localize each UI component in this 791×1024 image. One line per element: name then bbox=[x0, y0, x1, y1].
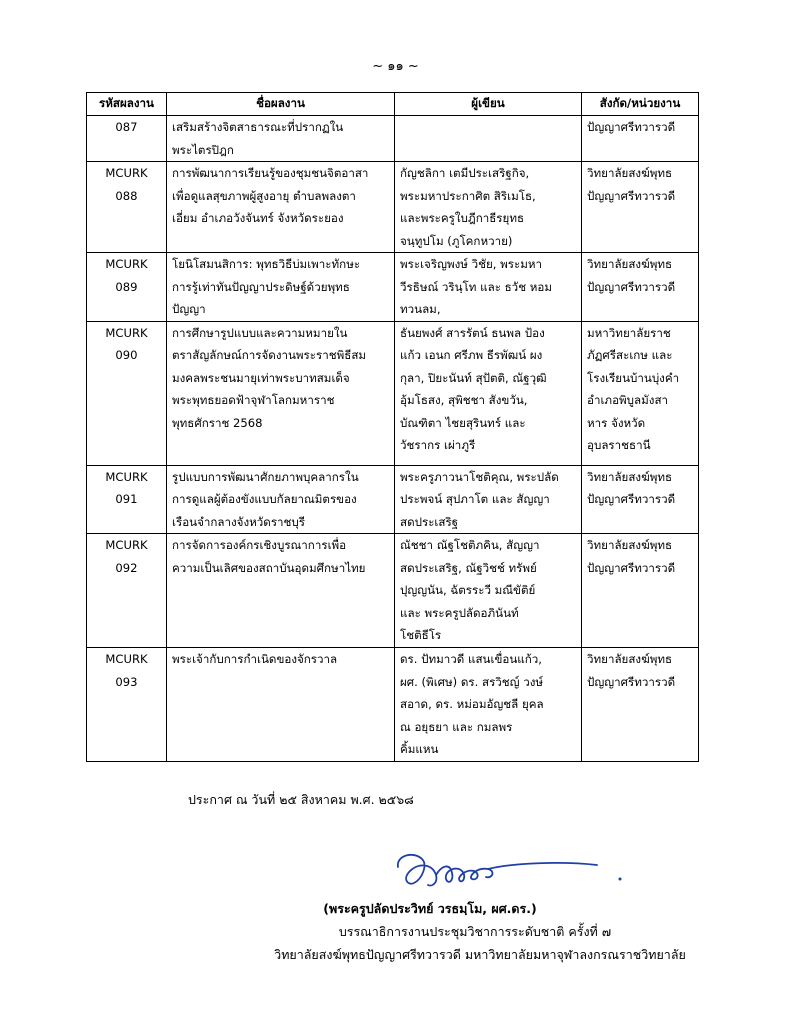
work-affiliation-cell bbox=[582, 648, 699, 762]
cell-line: พระเจ้ากับการกำเนิดของจักรวาล bbox=[172, 652, 338, 666]
cell-line: ทวนลม, bbox=[400, 302, 441, 316]
cell-line: แก้ว เอนก ศรีภพ ธีรพัฒน์ ผง bbox=[400, 348, 543, 362]
cell-line: เพื่อดูแลสุขภาพผู้สูงอายุ ตำบลพลงตา bbox=[172, 188, 356, 203]
cell-line: การศึกษารูปแบบและความหมายใน bbox=[172, 325, 348, 340]
cell-line: เสริมสร้างจิตสาธารณะที่ปรากฏใน bbox=[172, 120, 344, 134]
cell-line: MCURK bbox=[105, 469, 148, 484]
work-title-cell bbox=[167, 465, 395, 534]
cell-line: MCURK bbox=[105, 166, 148, 180]
work-title-cell bbox=[167, 162, 395, 253]
cell-line: สดประเสริฐ, ณัฐวิชช์ ทรัพย์ bbox=[400, 560, 537, 575]
work-code-cell bbox=[87, 253, 167, 322]
work-authors-cell bbox=[395, 465, 582, 534]
cell-line: วิทยาลัยสงฆ์พุทธ bbox=[587, 469, 673, 484]
cell-line: มหาวิทยาลัยราช bbox=[587, 325, 671, 340]
header-affiliation: สังกัด/หน่วยงาน bbox=[582, 93, 699, 116]
table-row bbox=[87, 534, 699, 648]
table-row bbox=[87, 253, 699, 322]
cell-line: และพระครูใบฎีกาธีรยุทธ bbox=[400, 211, 525, 225]
table-row bbox=[87, 648, 699, 762]
cell-line: 087 bbox=[115, 120, 138, 134]
cell-line: เรือนจำกลางจังหวัดราชบุรี bbox=[172, 514, 306, 529]
cell-line: โรงเรียนบ้านบุ่งคำ bbox=[587, 370, 680, 385]
table-row bbox=[87, 321, 699, 465]
cell-line: พระมหาประกาศิต สิริเมโธ, bbox=[400, 188, 536, 203]
cell-line: วิทยาลัยสงฆ์พุทธ bbox=[587, 652, 673, 666]
cell-line: สดประเสริฐ bbox=[400, 514, 459, 529]
handwritten-signature bbox=[392, 845, 632, 893]
cell-line: พระเจริญพงษ์ วิชัย, พระมหา bbox=[400, 257, 543, 271]
cell-line: มงคลพระชนมายุเท่าพระบาทสมเด็จ bbox=[172, 370, 350, 385]
cell-line: อำเภอพิบูลมังสา bbox=[587, 393, 669, 407]
cell-line: อุ้มโธสง, สุพิชชา สังขวัน, bbox=[400, 393, 528, 407]
cell-line: ปัญญาศรีทวารวดี bbox=[587, 120, 676, 134]
cell-line: การดูแลผู้ต้องขังแบบกัลยาณมิตรของ bbox=[172, 492, 357, 506]
cell-line: ตราสัญลักษณ์การจัดงานพระราชพิธีสม bbox=[172, 348, 367, 362]
table-body bbox=[87, 116, 699, 762]
cell-line: วิทยาลัยสงฆ์พุทธ bbox=[587, 166, 673, 180]
cell-line: ณ อยุธยา และ กมลพร bbox=[400, 719, 513, 734]
cell-line: ปัญญาศรีทวารวดี bbox=[587, 674, 676, 689]
cell-line: MCURK bbox=[105, 538, 148, 552]
cell-line: 089 bbox=[115, 279, 138, 294]
cell-line: ผศ. (พิเศษ) ดร. สรวิชญ์ วงษ์ bbox=[400, 674, 544, 689]
table-header-row bbox=[87, 93, 699, 116]
work-code-cell bbox=[87, 648, 167, 762]
cell-line: MCURK bbox=[105, 257, 148, 271]
cell-line: หาร จังหวัด bbox=[587, 415, 646, 430]
work-affiliation-cell bbox=[582, 162, 699, 253]
work-code-cell bbox=[87, 116, 167, 162]
work-authors-cell bbox=[395, 534, 582, 648]
work-code-cell bbox=[87, 162, 167, 253]
work-code-cell bbox=[87, 465, 167, 534]
work-authors-cell bbox=[395, 116, 582, 162]
cell-line: ภัฏศรีสะเกษ และ bbox=[587, 348, 673, 362]
cell-line: 093 bbox=[115, 674, 138, 689]
cell-line: ปัญญาศรีทวารวดี bbox=[587, 560, 676, 575]
header-authors: ผู้เขียน bbox=[395, 93, 582, 116]
cell-line: ธันยพงศ์ สารรัตน์ ธนพล ป้อง bbox=[400, 325, 545, 340]
header-title: ชื่อผลงาน bbox=[167, 93, 395, 116]
table-row bbox=[87, 116, 699, 162]
cell-line: กัญชลิกา เตมีประเสริฐกิจ, bbox=[400, 166, 530, 180]
cell-line: และ พระครูปลัดอภินันท์ bbox=[400, 605, 519, 620]
header-code: รหัสผลงาน bbox=[87, 93, 167, 116]
cell-line: 088 bbox=[115, 188, 138, 203]
work-affiliation-cell bbox=[582, 116, 699, 162]
work-affiliation-cell bbox=[582, 253, 699, 322]
cell-line: 090 bbox=[115, 348, 138, 362]
work-title-cell bbox=[167, 534, 395, 648]
page-number: ~ ๑๑ ~ bbox=[372, 59, 419, 74]
cell-line: MCURK bbox=[105, 325, 148, 340]
signatory-organization: วิทยาลัยสงฆ์พุทธปัญญาศรีทวารวดี มหาวิทยาลัยมหาจุฬาลงกรณราชวิทยาลัย bbox=[274, 947, 686, 962]
cell-line: ประพจน์ สุปภาโต และ สัญญา bbox=[400, 492, 550, 506]
cell-line: ปัญญา bbox=[172, 302, 206, 316]
signatory-title: บรรณาธิการงานประชุมวิชาการระดับชาติ ครั้งที่ ๗ bbox=[338, 924, 612, 939]
work-title-cell bbox=[167, 253, 395, 322]
work-affiliation-cell bbox=[582, 465, 699, 534]
cell-line: โยนิโสมนสิการ: พุทธวิธีบ่มเพาะทักษะ bbox=[172, 257, 361, 271]
cell-line: 092 bbox=[115, 560, 138, 575]
cell-line: สอาด, ดร. หม่อมอัญชลี ยุคล bbox=[400, 697, 544, 711]
cell-line: พระพุทธยอดฟ้าจุฬาโลกมหาราช bbox=[172, 393, 335, 407]
cell-line: วีรธิษณ์ วรินฺโท และ ธวัช หอม bbox=[400, 279, 552, 294]
cell-line: การพัฒนาการเรียนรู้ของชุมชนจิตอาสา bbox=[172, 166, 369, 180]
cell-line: อุบลราชธานี bbox=[587, 438, 651, 452]
cell-line: พระครูภาวนาโชติคุณ, พระปลัด bbox=[400, 469, 559, 484]
work-authors-cell bbox=[395, 162, 582, 253]
cell-line: ปุญญนัน, ฉัตรระวี มณีขัติย์ bbox=[400, 583, 536, 597]
cell-line: ปัญญาศรีทวารวดี bbox=[587, 279, 676, 294]
cell-line: พุทธศักราช 2568 bbox=[172, 415, 263, 430]
work-affiliation-cell bbox=[582, 534, 699, 648]
cell-line: วัชรากร เผ่าภูรี bbox=[400, 438, 476, 452]
work-authors-cell bbox=[395, 321, 582, 465]
cell-line: วิทยาลัยสงฆ์พุทธ bbox=[587, 538, 673, 552]
cell-line: การรู้เท่าทันปัญญาประดิษฐ์ด้วยพุทธ bbox=[172, 279, 350, 294]
cell-line: ปัญญาศรีทวารวดี bbox=[587, 492, 676, 506]
cell-line: บัณฑิตา ไชยสุรินทร์ และ bbox=[400, 415, 526, 430]
announcement-date: ประกาศ ณ วันที่ ๒๕ สิงหาคม พ.ศ. ๒๕๖๘ bbox=[188, 792, 414, 807]
work-authors-cell bbox=[395, 648, 582, 762]
cell-line: MCURK bbox=[105, 652, 148, 666]
cell-line: กุลา, ปิยะนันท์ สุปัตติ, ณัฐวุฒิ bbox=[400, 370, 547, 385]
table-row bbox=[87, 465, 699, 534]
cell-line: ปัญญาศรีทวารวดี bbox=[587, 188, 676, 203]
cell-line: เอี่ยม อำเภอวังจันทร์ จังหวัดระยอง bbox=[172, 211, 344, 225]
cell-line: วิทยาลัยสงฆ์พุทธ bbox=[587, 257, 673, 271]
cell-line: การจัดการองค์กรเชิงบูรณาการเพื่อ bbox=[172, 538, 347, 552]
work-affiliation-cell bbox=[582, 321, 699, 465]
cell-line: ดร. ปัทมาวดี แสนเขื่อนแก้ว, bbox=[400, 652, 542, 666]
cell-line: โชติธีโร bbox=[400, 628, 442, 642]
work-title-cell bbox=[167, 116, 395, 162]
cell-line: รูปแบบการพัฒนาศักยภาพบุคลากรใน bbox=[172, 469, 359, 484]
table-row bbox=[87, 162, 699, 253]
cell-line: ณัชชา ณัฐโชติภคิน, สัญญา bbox=[400, 538, 540, 552]
cell-line: จนฺทูปโม (ภูโคกหวาย) bbox=[400, 233, 513, 248]
signatory-name: (พระครูปลัดประวิทย์ วรธมฺโม, ผศ.ดร.) bbox=[323, 901, 537, 916]
cell-line: 091 bbox=[115, 492, 138, 506]
work-title-cell bbox=[167, 648, 395, 762]
work-code-cell bbox=[87, 321, 167, 465]
works-table bbox=[86, 92, 699, 762]
work-title-cell bbox=[167, 321, 395, 465]
cell-line: พระไตรปิฎก bbox=[172, 142, 234, 157]
work-authors-cell bbox=[395, 253, 582, 322]
cell-line: คิ้มแหน bbox=[400, 742, 439, 756]
cell-line: ความเป็นเลิศของสถาบันอุดมศึกษาไทย bbox=[172, 560, 366, 575]
work-code-cell bbox=[87, 534, 167, 648]
